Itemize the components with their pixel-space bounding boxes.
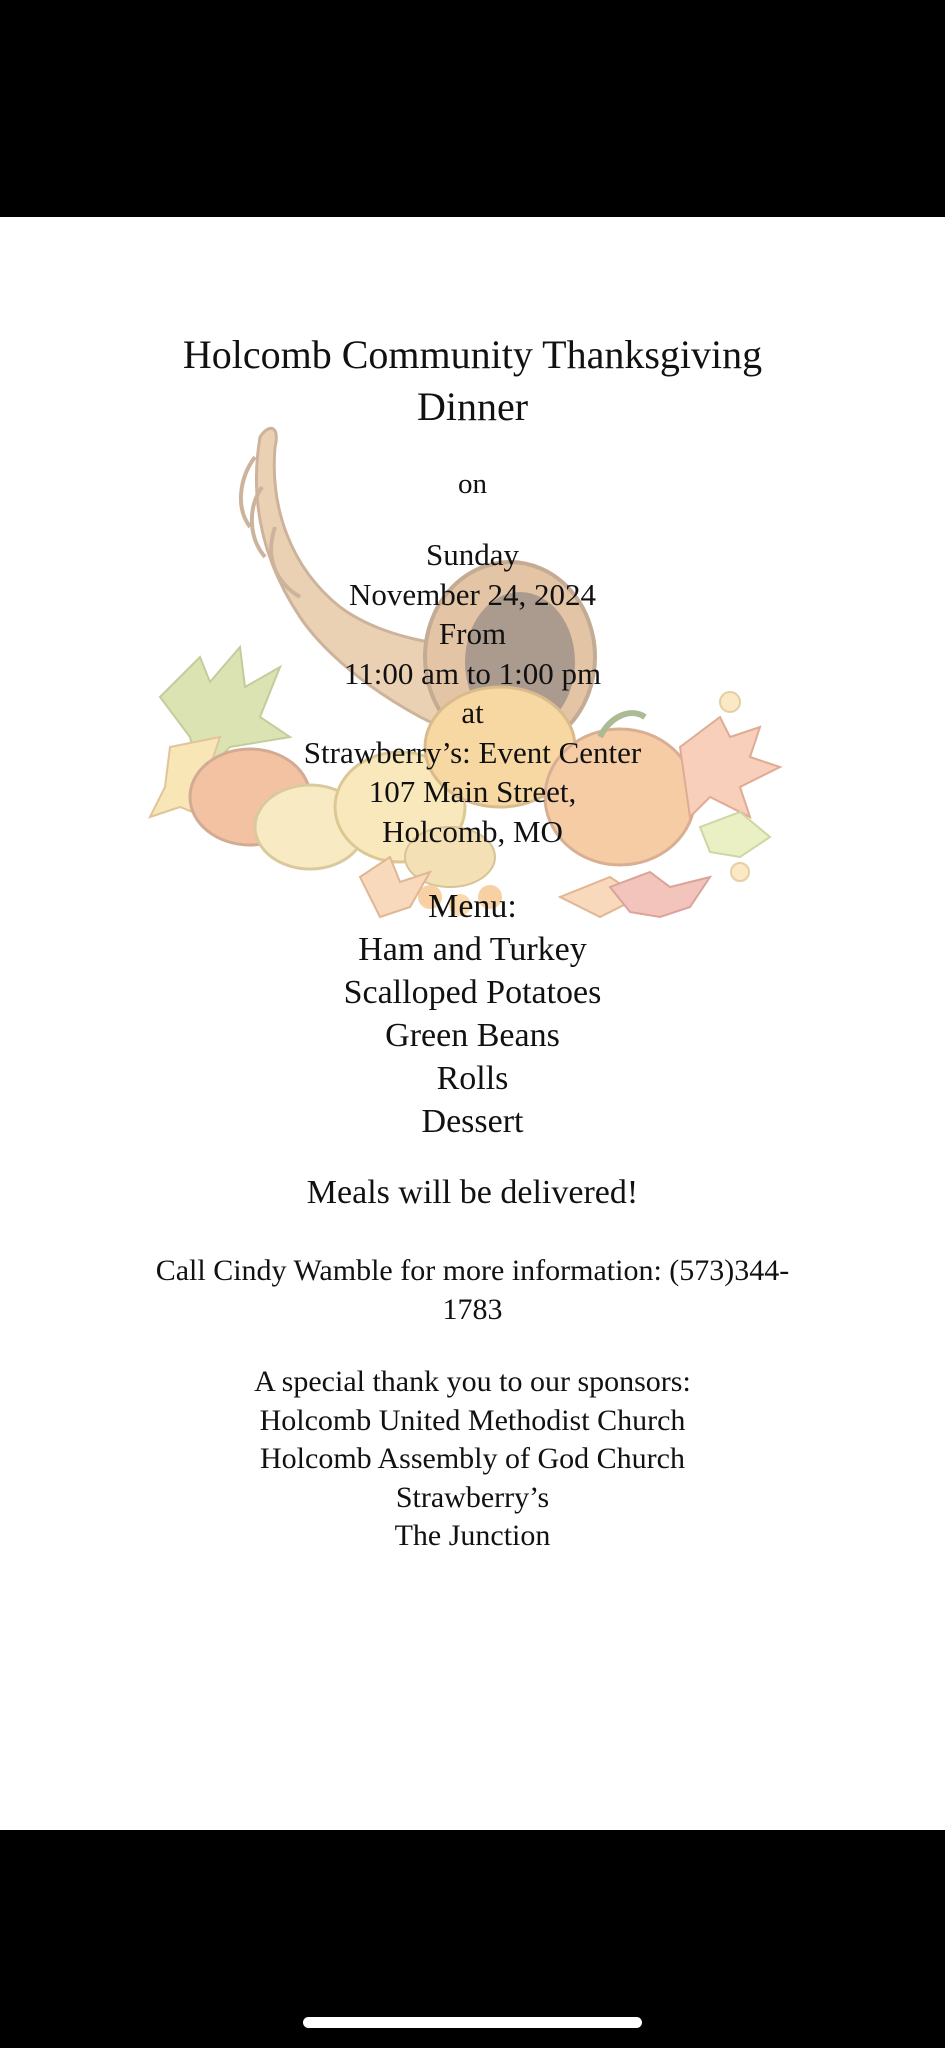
top-black-bar bbox=[0, 0, 945, 217]
menu-item: Ham and Turkey bbox=[358, 931, 587, 968]
event-time: 11:00 am to 1:00 pm bbox=[343, 655, 602, 691]
menu-item: Dessert bbox=[421, 1103, 524, 1140]
event-day: Sunday bbox=[426, 537, 519, 572]
sponsor-item: Holcomb United Methodist Church bbox=[259, 1403, 686, 1437]
delivery-note-text: Meals will be delivered! bbox=[306, 1174, 639, 1211]
contact-info bbox=[0, 1251, 945, 1329]
menu-item: Scalloped Potatoes bbox=[343, 974, 602, 1011]
menu-heading: Menu: bbox=[428, 888, 517, 925]
menu-item: Green Beans bbox=[385, 1017, 560, 1054]
event-date: November 24, 2024 bbox=[348, 576, 597, 612]
from-label: From bbox=[438, 616, 507, 651]
flyer-image bbox=[0, 217, 945, 1830]
contact-line-2: 1783 bbox=[442, 1293, 503, 1326]
title-line-2: Dinner bbox=[416, 384, 529, 429]
menu-section bbox=[0, 885, 945, 1143]
event-street: 107 Main Street, bbox=[368, 774, 577, 809]
contact-line-1: Call Cindy Wamble for more information: (573)344- bbox=[155, 1254, 790, 1287]
sponsors-section bbox=[0, 1363, 945, 1556]
event-venue: Strawberry’s: Event Center bbox=[303, 734, 642, 770]
at-label: at bbox=[461, 695, 484, 730]
menu-item: Rolls bbox=[436, 1060, 509, 1097]
sponsor-item: The Junction bbox=[394, 1519, 551, 1552]
on-text: on bbox=[458, 468, 487, 500]
bottom-black-bar bbox=[0, 1830, 945, 2048]
home-indicator[interactable] bbox=[303, 2017, 642, 2028]
title-line-1: Holcomb Community Thanksgiving bbox=[182, 332, 763, 377]
event-city: Holcomb, MO bbox=[382, 813, 563, 849]
delivery-note bbox=[0, 1173, 945, 1213]
sponsor-item: Holcomb Assembly of God Church bbox=[260, 1442, 685, 1475]
event-details bbox=[0, 535, 945, 851]
sponsor-item: Strawberry’s bbox=[395, 1480, 550, 1514]
sponsors-heading: A special thank you to our sponsors: bbox=[254, 1365, 691, 1398]
event-title bbox=[0, 329, 945, 433]
on-label bbox=[0, 465, 945, 505]
